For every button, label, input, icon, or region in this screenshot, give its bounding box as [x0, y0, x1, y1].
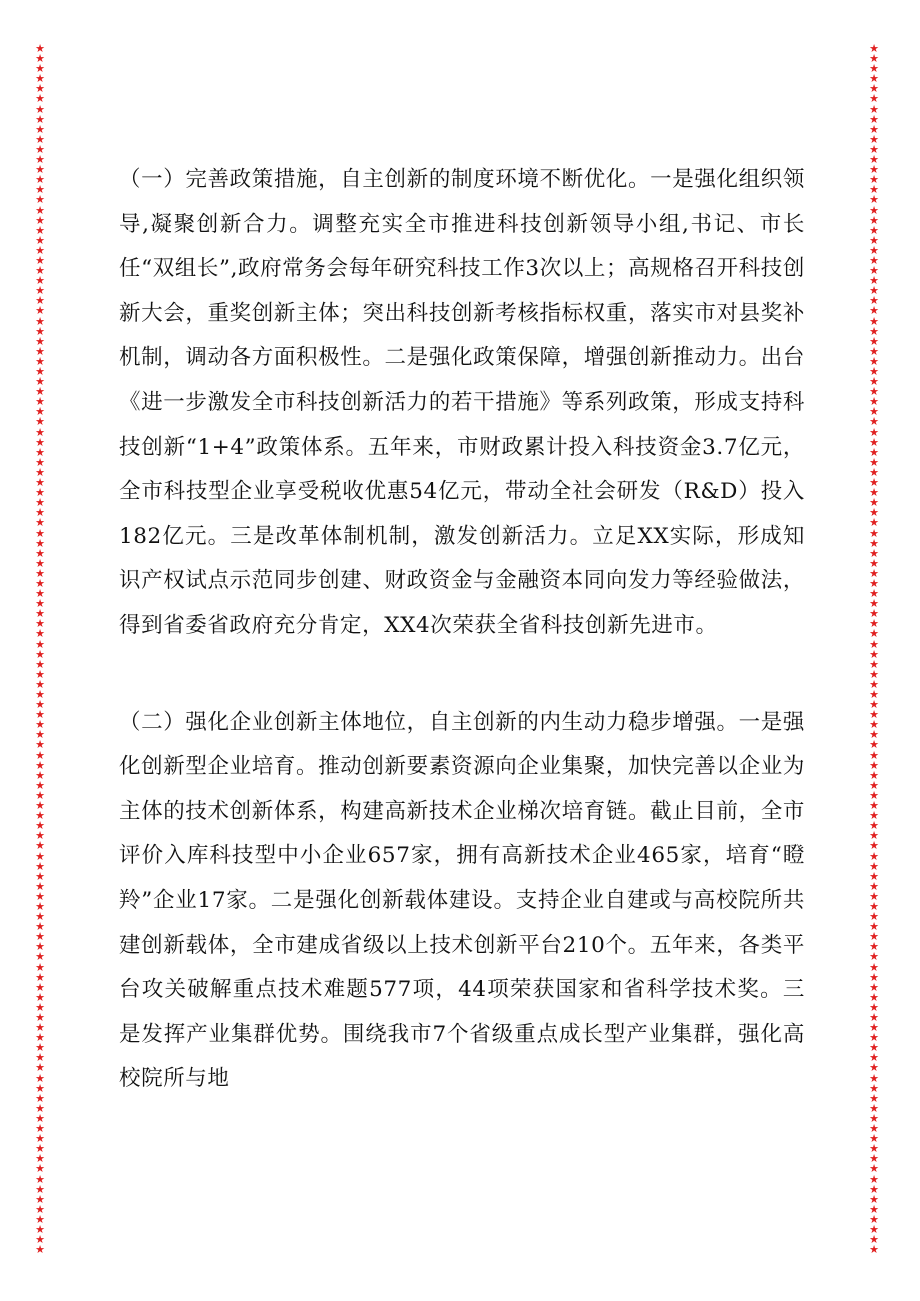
left-star-border: ★★★★★★★★★★★★★★★★★★★★★★★★★★★★★★★★★★★★★★★★★★★★★★★★★★★★★★★★★★★★★★★★★★★★★★★★★★★★★★★★★★★★★★★★★★★★★★★★★★★★★★★★★★★★★★★★★★★★★★★★: [35, 44, 45, 1256]
paragraph-enterprise-innovation: （二）强化企业创新主体地位，自主创新的内生动力稳步增强。一是强化创新型企业培育。推动创新要素资源向企业集聚，加快完善以企业为主体的技术创新体系，构建高新技术企业梯次培育链。截止目前，全市评价入库科技型中小企业657家，拥有高新技术企业465家，培育“瞪羚”企业17家。二是强化创新载体建设。支持企业自建或与高校院所共建创新载体，全市建成省级以上技术创新平台210个。五年来，各类平台攻关破解重点技术难题577项，44项荣获国家和省科学技术奖。三是发挥产业集群优势。围绕我市7个省级重点成长型产业集群，强化高校院所与地: [119, 709, 805, 1092]
document-body: [119, 158, 805, 1102]
paragraph-policy-measures: （一）完善政策措施，自主创新的制度环境不断优化。一是强化组织领导,凝聚创新合力。调整充实全市推进科技创新领导小组,书记、市长任“双组长”,政府常务会每年研究科技工作3次以上；高规格召开科技创新大会，重奖创新主体；突出科技创新考核指标权重，落实市对县奖补机制，调动各方面积极性。二是强化政策保障，增强创新推动力。出台《进一步激发全市科技创新活力的若干措施》等系列政策，形成支持科技创新“1+4”政策体系。五年来，市财政累计投入科技资金3.7亿元，全市科技型企业享受税收优惠54亿元，带动全社会研发（R&D）投入182亿元。三是改革体制机制，激发创新活力。立足XX实际，形成知识产权试点示范同步创建、财政资金与金融资本同向发力等经验做法，得到省委省政府充分肯定，XX4次荣获全省科技创新先进市。: [119, 167, 805, 638]
right-star-border: ★★★★★★★★★★★★★★★★★★★★★★★★★★★★★★★★★★★★★★★★★★★★★★★★★★★★★★★★★★★★★★★★★★★★★★★★★★★★★★★★★★★★★★★★★★★★★★★★★★★★★★★★★★★★★★★★★★★★★★★★: [869, 44, 879, 1256]
